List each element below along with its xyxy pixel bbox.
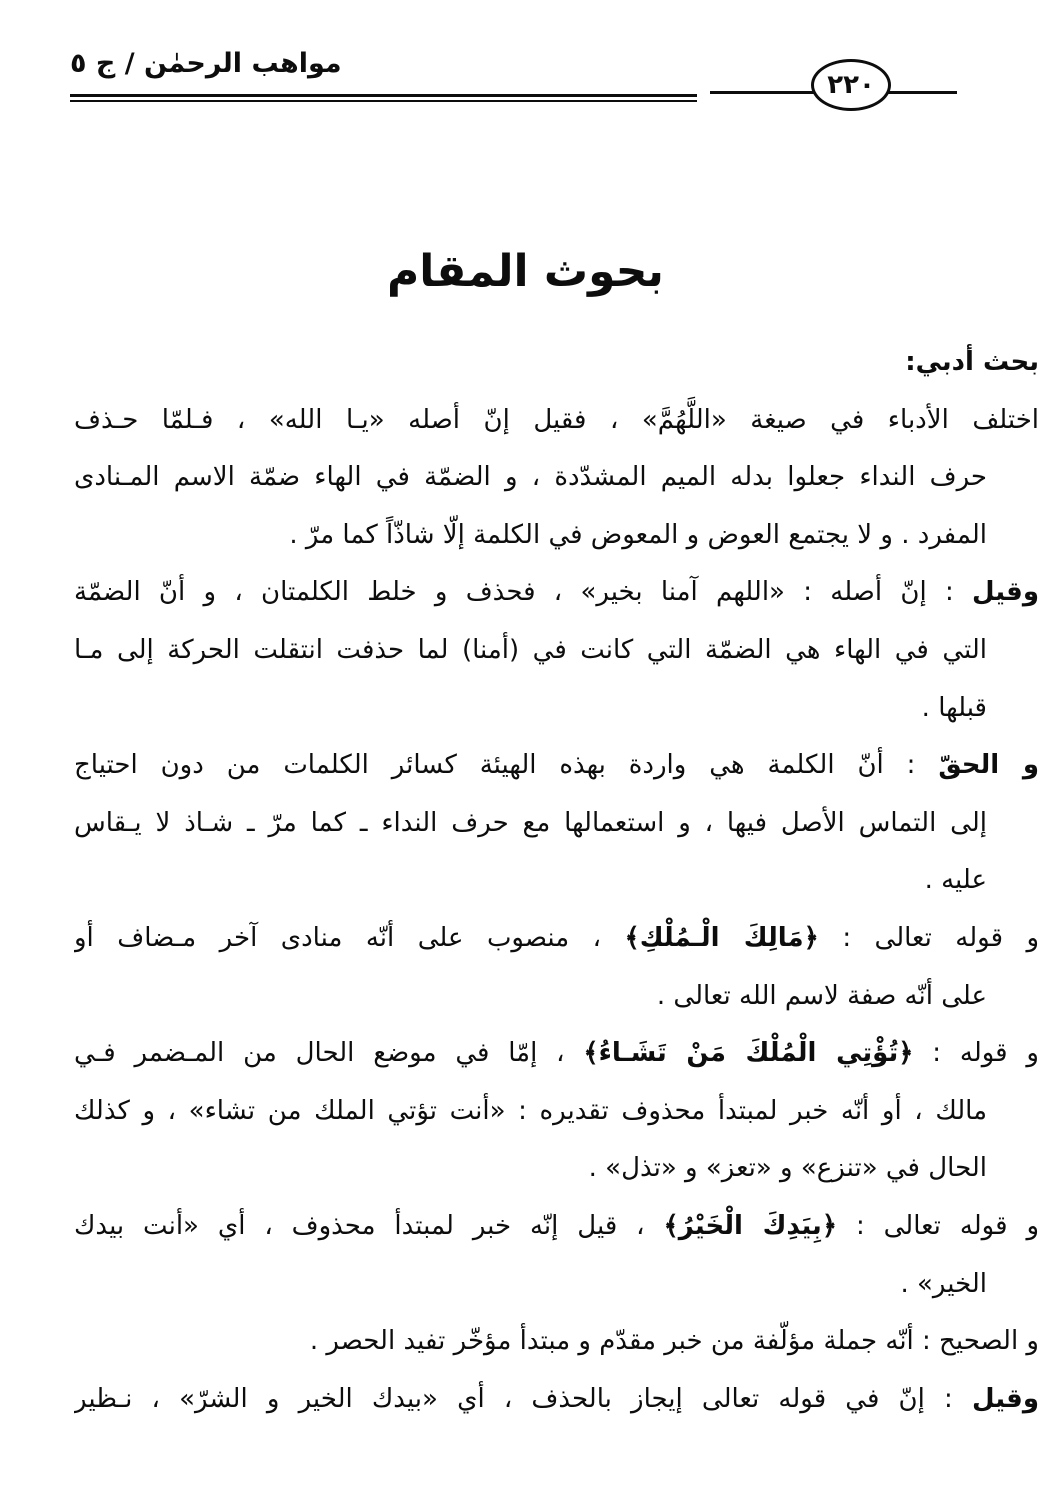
text-line bbox=[74, 334, 1039, 392]
emphasized-text: ﴿مَالِكَ الْـمُلْكِ﴾ bbox=[624, 922, 819, 953]
header-book-title: مواهب الرحمٰن / ج ٥ bbox=[70, 48, 342, 79]
page-number-badge bbox=[811, 59, 891, 111]
body-text-segment: ، قيل إنّه خبر لمبتدأ محذوف ، أي «أنت بيدك bbox=[74, 1210, 664, 1241]
body-text-segment: و قوله تعالى : bbox=[837, 1210, 1039, 1241]
body-text-segment: : أنّ الكلمة هي واردة بهذه الهيئة كسائر الكلمات من دون احتياج bbox=[74, 750, 939, 781]
body-text-segment: قبلها . bbox=[921, 692, 987, 723]
body-text-segment: : إنّ أصله : «اللهم آمنا بخير» ، فحذف و خلط الكلمتان ، و أنّ الضمّة bbox=[74, 577, 972, 608]
body-text-segment: و الصحيح : أنّه جملة مؤلّفة من خبر مقدّم و مبتدأ مؤخّر تفيد الحصر . bbox=[309, 1326, 1039, 1357]
body-text-segment: مالك ، أو أنّه خبر لمبتدأ محذوف تقديره : «أنت تؤتي الملك من تشاء» ، و كذلك bbox=[74, 1095, 987, 1126]
body-text-segment: على أنّه صفة لاسم الله تعالى . bbox=[656, 980, 987, 1011]
text-line bbox=[74, 795, 987, 853]
body-text-segment: الحال في «تنزع» و «تعز» و «تذل» . bbox=[588, 1153, 987, 1184]
page-number: ٢٢٠ bbox=[827, 70, 875, 100]
body-text-segment: التي في الهاء هي الضمّة التي كانت في (أمنا) لما حذفت انتقلت الحركة إلى مـا bbox=[74, 634, 987, 665]
body-text-segment: ، منصوب على أنّه منادى آخر مـضاف أو bbox=[74, 922, 625, 953]
text-line bbox=[74, 1256, 987, 1314]
section-title: بحوث المقام bbox=[387, 246, 664, 297]
text-line bbox=[74, 392, 1039, 450]
body-text-segment: ، إمّا في موضع الحال من المـضمر فـي bbox=[74, 1038, 584, 1069]
text-line bbox=[74, 1140, 987, 1198]
emphasized-text: و الحقّ bbox=[938, 750, 1039, 781]
text-line bbox=[74, 1313, 1039, 1371]
body-text-segment: و قوله : bbox=[913, 1038, 1039, 1069]
text-lines bbox=[74, 334, 1039, 1428]
emphasized-text: ﴿بِيَدِكَ الْخَيْرُ﴾ bbox=[663, 1210, 838, 1241]
body-text-segment: حرف النداء جعلوا بدله الميم المشدّدة ، و الضمّة في الهاء ضمّة الاسم المـنادى bbox=[74, 462, 987, 493]
text-line bbox=[74, 1083, 987, 1141]
text-line bbox=[74, 449, 987, 507]
text-line bbox=[74, 507, 987, 565]
header-rule-title-bottom bbox=[70, 100, 697, 102]
body-text-segment: : إنّ في قوله تعالى إيجاز بالحذف ، أي «بيدك الخير و الشرّ» ، نـظير bbox=[74, 1383, 972, 1414]
text-line bbox=[74, 622, 987, 680]
text-line bbox=[74, 564, 1039, 622]
text-line bbox=[74, 680, 987, 738]
body-text-segment: عليه . bbox=[924, 865, 987, 896]
body-text-segment: المفرد . و لا يجتمع العوض و المعوض في الكلمة إلّا شاذّاً كما مرّ . bbox=[289, 519, 987, 550]
text-line bbox=[74, 737, 1039, 795]
body-text-segment: إلى التماس الأصل فيها ، و استعمالها مع حرف النداء ـ كما مرّ ـ شـاذ لا يـقاس bbox=[74, 807, 987, 838]
text-line bbox=[74, 1371, 1039, 1429]
text-line bbox=[74, 910, 1039, 968]
body-text-segment: اختلف الأدباء في صيغة «اللَّهُمَّ» ، فقيل إنّ أصله «يـا الله» ، فـلمّا حـذف bbox=[74, 404, 1039, 435]
text-line bbox=[74, 852, 987, 910]
text-line bbox=[74, 968, 987, 1026]
text-line bbox=[74, 1025, 1039, 1083]
emphasized-text: وقيل bbox=[971, 577, 1039, 608]
emphasized-text: بحث أدبي: bbox=[905, 347, 1039, 377]
text-line bbox=[74, 1198, 1039, 1256]
emphasized-text: ﴿تُؤْتِي الْمُلْكَ مَنْ تَشَـاءُ﴾ bbox=[583, 1038, 914, 1069]
body-text-segment: الخير» . bbox=[900, 1268, 987, 1299]
body-text-segment: و قوله تعالى : bbox=[818, 922, 1039, 953]
emphasized-text: وقيل bbox=[971, 1383, 1039, 1414]
header-rule-title-top bbox=[70, 94, 697, 97]
